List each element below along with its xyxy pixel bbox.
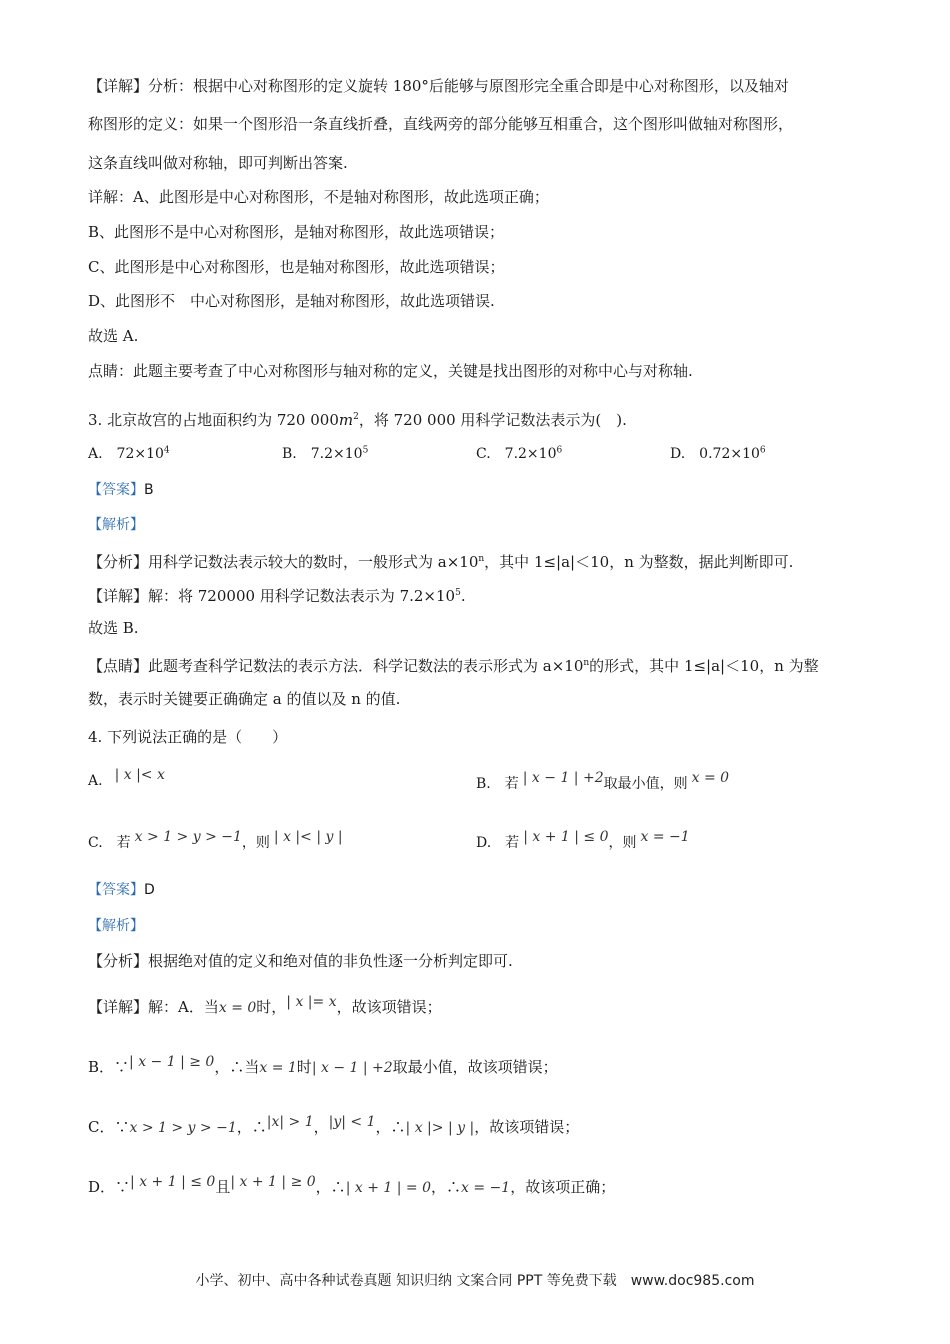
- q4-detail-b: B．∵| x − 1 | ≥ 0，∴当x = 1时| x − 1 | +2取最小值，故该项错误；: [88, 1054, 558, 1076]
- q4-fenxi: 【分析】根据绝对值的定义和绝对值的非负性逐一分析判定即可.: [88, 952, 513, 970]
- q4-option-a: A. | x |< x: [88, 767, 165, 789]
- q3-option-b: B. $7.2\times 10^5$: [282, 445, 369, 462]
- q3-guxuan: 故选 B.: [88, 619, 139, 637]
- q3-xiangjie: 【详解】解：将 720000 用科学记数法表示为 $7.2\times 10^5$.: [88, 587, 466, 605]
- q3-analysis-tag: 【解析】: [88, 517, 144, 533]
- q4-option-c: C. 若 x > 1 > y > −1，则 | x |< | y |: [88, 829, 343, 851]
- text-line: 详解：A、此图形是中心对称图形，不是轴对称图形，故此选项正确；: [88, 188, 549, 206]
- question-4-stem: 4. 下列说法正确的是（ ）: [88, 728, 288, 746]
- q3-option-c: C. $7.2\times 10^6$: [476, 445, 563, 462]
- page-footer: 小学、初中、高中各种试卷真题 知识归纳 文案合同 PPT 等免费下载 www.doc985.com: [195, 1273, 755, 1289]
- text-line: 这条直线叫做对称轴，即可判断出答案.: [88, 154, 348, 172]
- text-line: 【详解】分析：根据中心对称图形的定义旋转 180°后能够与原图形完全重合即是中心对称图形，以及轴对: [88, 77, 789, 95]
- q3-dianjing-cont: 数，表示时关键要正确确定 a 的值以及 n 的值.: [88, 690, 401, 708]
- q3-dianjing: 【点睛】此题考查科学记数法的表示方法．科学记数法的表示形式为 $a\times 10^n$的形式，其中 1≤|a|＜10，n 为整: [88, 657, 819, 675]
- text-line: 点睛：此题主要考查了中心对称图形与轴对称的定义，关键是找出图形的对称中心与对称轴.: [88, 362, 693, 380]
- q3-option-d: D. $0.72\times 10^6$: [670, 445, 766, 462]
- q3-fenxi: 【分析】用科学记数法表示较大的数时，一般形式为 $a\times 10^n$，其中 1≤|a|＜10，n 为整数，据此判断即可.: [88, 553, 794, 571]
- q3-option-a: A. $72\times 10^4$: [88, 445, 170, 462]
- text-line: 故选 A.: [88, 327, 139, 345]
- text-line: D、此图形不 中心对称图形，是轴对称图形，故此选项错误.: [88, 292, 495, 310]
- text-line: C、此图形是中心对称图形，也是轴对称图形，故此选项错误；: [88, 258, 505, 276]
- q4-detail-d: D．∵| x + 1 | ≤ 0且| x + 1 | ≥ 0，∴| x + 1 | = 0，∴x = −1，故该项正确；: [88, 1174, 616, 1196]
- text-line: 称图形的定义：如果一个图形沿一条直线折叠，直线两旁的部分能够互相重合，这个图形叫做轴对称图形，: [88, 115, 794, 133]
- q4-detail-a: 【详解】解：A．当x = 0时，| x |= x，故该项错误；: [88, 994, 442, 1016]
- q4-option-d: D. 若 | x + 1 | ≤ 0，则 x = −1: [476, 829, 690, 851]
- q4-analysis-tag: 【解析】: [88, 918, 144, 934]
- text-line: B、此图形不是中心对称图形，是轴对称图形，故此选项错误；: [88, 223, 505, 241]
- question-3-stem: 3. 北京故宫的占地面积约为 720 $000m^2$，将 720 000 用科学记数法表示为( ).: [88, 411, 627, 429]
- q4-answer: 【答案】D: [88, 882, 155, 898]
- q4-option-b: B. 若 | x − 1 | +2取最小值，则 x = 0: [476, 770, 730, 792]
- q4-detail-c: C．∵x > 1 > y > −1，∴|x| > 1，|y| < 1，∴| x |> | y |，故该项错误；: [88, 1114, 580, 1136]
- q3-answer: 【答案】B: [88, 482, 154, 498]
